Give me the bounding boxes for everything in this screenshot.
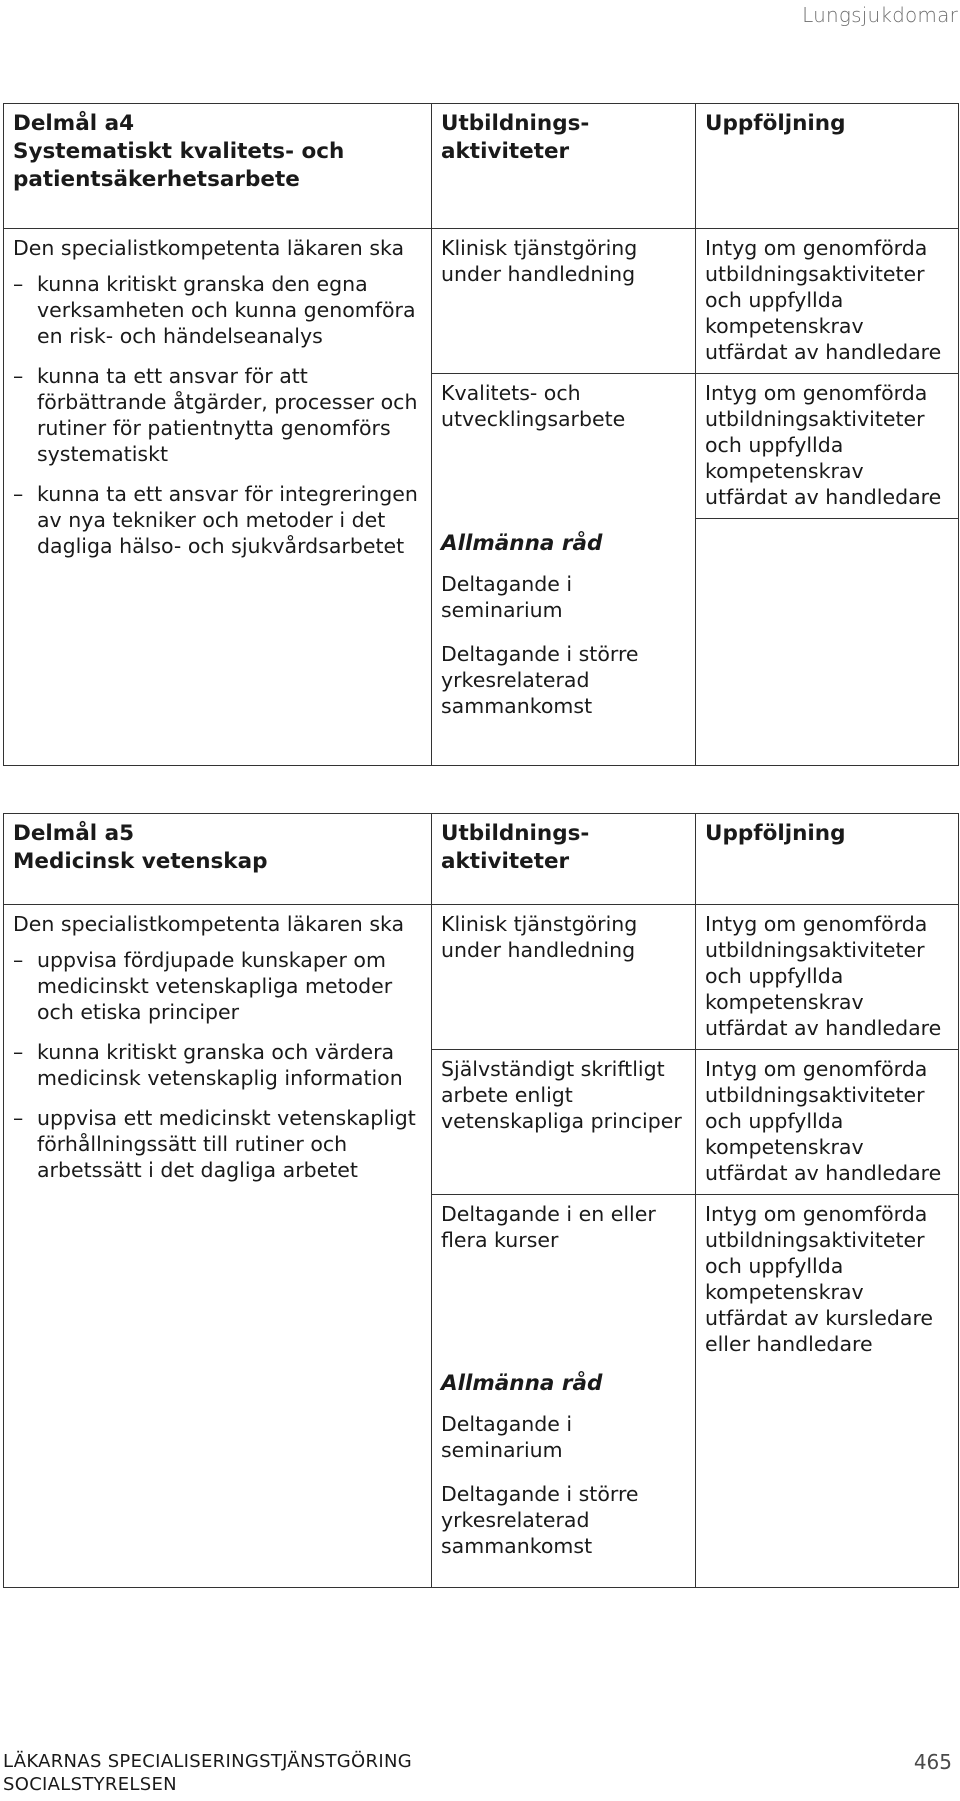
followup-header: Uppföljning: [705, 111, 846, 136]
activity-cell: [432, 1050, 696, 1195]
advice-item: Deltagande i seminarium: [441, 1412, 573, 1462]
table-header-row: [4, 104, 959, 229]
activity-cell: [432, 374, 696, 519]
advice-item: Deltagande i större yrkesrelaterad sammankomst: [441, 641, 639, 718]
intro-text: Den specialistkompetenta läkaren ska: [13, 912, 405, 936]
activity-cell: [432, 229, 696, 374]
goal-title-cell: [4, 814, 432, 905]
followup-text: Intyg om genomförda utbildningsaktiviteter och uppfyllda kompetenskrav utfärdat av kursledare eller handledare: [705, 1202, 934, 1356]
activity-cell: [432, 1195, 696, 1360]
followup-cell: [696, 1050, 959, 1195]
goal-table-a4: [3, 103, 959, 766]
activity-text: Klinisk tjänstgöring under handledning: [441, 912, 638, 962]
followup-text: Intyg om genomförda utbildningsaktiviteter och uppfyllda kompetenskrav utfärdat av handledare: [705, 1057, 942, 1185]
followup-cell: [696, 905, 959, 1050]
list-item: – kunna kritiskt granska den egna verksamheten och kunna genomföra en risk- och händelseanalys: [13, 271, 421, 349]
followup-cell: [696, 374, 959, 519]
advice-heading: Allmänna råd: [441, 1371, 603, 1396]
goal-table-a5: [3, 813, 959, 1588]
goal-number: Delmål a5: [13, 821, 135, 846]
activities-header-cell: [432, 104, 696, 229]
running-header: Lungsjukdomar: [802, 3, 958, 27]
followup-text: Intyg om genomförda utbildningsaktiviteter och uppfyllda kompetenskrav utfärdat av handledare: [705, 381, 942, 509]
list-item: – uppvisa ett medicinskt vetenskapligt förhållningssätt till rutiner och arbetssätt i det dagliga arbetet: [13, 1105, 421, 1183]
goal-number: Delmål a4: [13, 111, 135, 136]
followup-cell: [696, 1195, 959, 1588]
table-row: [4, 229, 959, 374]
list-item: – kunna ta ett ansvar för integreringen av nya tekniker och metoder i det dagliga hälso- och sjukvårdsarbetet: [13, 481, 421, 559]
activity-text: Självständigt skriftligt arbete enligt vetenskapliga principer: [441, 1057, 682, 1133]
table-header-row: [4, 814, 959, 905]
followup-header-cell: [696, 814, 959, 905]
empty-cell: [696, 519, 959, 766]
activity-cell: [432, 905, 696, 1050]
activities-header: Utbildnings-aktiviteter: [441, 111, 590, 164]
activity-text: Deltagande i en eller flera kurser: [441, 1202, 656, 1252]
activities-header-cell: [432, 814, 696, 905]
goal-description-cell: [4, 229, 432, 766]
page-number: 465: [913, 1750, 952, 1774]
goal-title: Systematiskt kvalitets- och patientsäkerhetsarbete: [13, 139, 345, 192]
list-item: – kunna ta ett ansvar för att förbättrande åtgärder, processer och rutiner för patientnytta genomförs systematiskt: [13, 363, 421, 467]
footer-title: LÄKARNAS SPECIALISERINGSTJÄNSTGÖRING: [3, 1751, 412, 1772]
advice-item: Deltagande i seminarium: [441, 571, 573, 622]
followup-header: Uppföljning: [705, 821, 846, 846]
footer-publication: [3, 1750, 412, 1796]
list-item: – kunna kritiskt granska och värdera medicinsk vetenskaplig information: [13, 1039, 421, 1091]
competence-list: [13, 947, 421, 1183]
list-item: – uppvisa fördjupade kunskaper om medicinskt vetenskapliga metoder och etiska principer: [13, 947, 421, 1025]
advice-cell: [432, 519, 696, 766]
competence-list: [13, 271, 421, 559]
intro-text: Den specialistkompetenta läkaren ska: [13, 236, 405, 260]
followup-text: Intyg om genomförda utbildningsaktiviteter och uppfyllda kompetenskrav utfärdat av handledare: [705, 912, 942, 1040]
activity-text: Kvalitets- och utvecklingsarbete: [441, 381, 626, 431]
advice-heading: Allmänna råd: [441, 530, 603, 556]
followup-text: Intyg om genomförda utbildningsaktiviteter och uppfyllda kompetenskrav utfärdat av handledare: [705, 236, 942, 364]
followup-header-cell: [696, 104, 959, 229]
goal-title-cell: [4, 104, 432, 229]
footer-publisher: SOCIALSTYRELSEN: [3, 1774, 177, 1795]
activity-text: Klinisk tjänstgöring under handledning: [441, 236, 638, 286]
followup-cell: [696, 229, 959, 374]
table-row: [4, 905, 959, 1050]
advice-cell: [432, 1359, 696, 1588]
advice-item: Deltagande i större yrkesrelaterad sammankomst: [441, 1482, 639, 1558]
activities-header: Utbildnings-aktiviteter: [441, 821, 590, 874]
goal-description-cell: [4, 905, 432, 1588]
goal-title: Medicinsk vetenskap: [13, 849, 268, 874]
